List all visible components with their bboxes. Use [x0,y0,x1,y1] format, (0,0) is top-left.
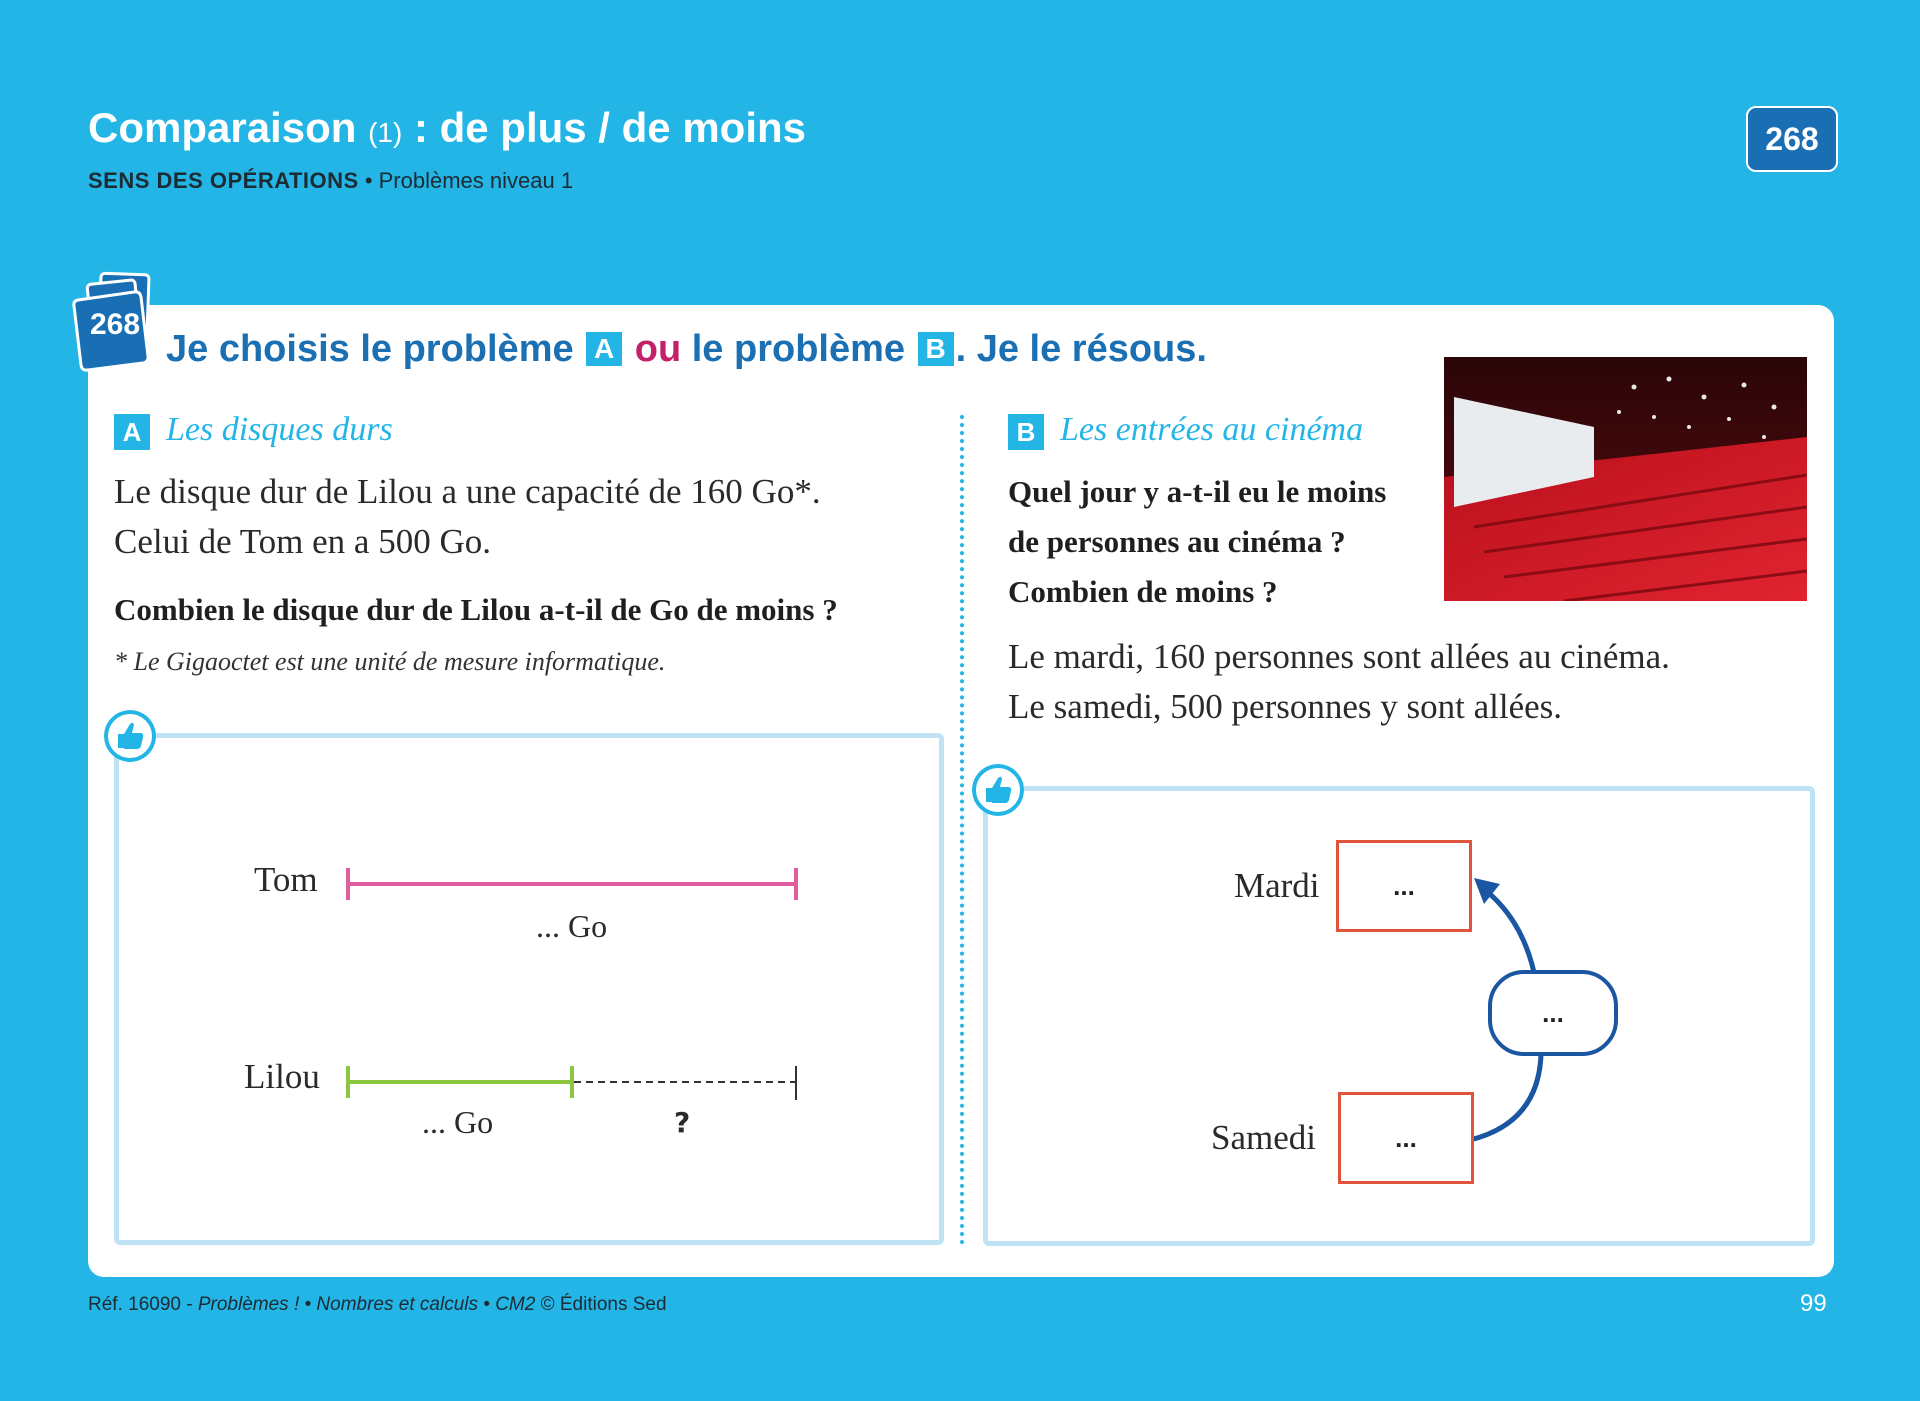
problem-b-title: Les entrées au cinéma [1060,411,1364,448]
problem-b-badge: B [1008,414,1044,450]
tom-value: ... Go [536,908,608,944]
problem-b-line2: Le samedi, 500 personnes y sont allées. [1008,687,1563,726]
card-number: 268 [89,308,141,341]
column-divider [960,415,964,1245]
instruction-or: ou [634,328,682,370]
problem-a-question: Combien le disque dur de Lilou a-t-il de Go de moins ? [114,592,838,627]
instruction-part3: . Je le résous. [955,328,1207,370]
lilou-label: Lilou [244,1057,320,1096]
thumbs-up-icon [972,764,1024,816]
lilou-bar-row [340,1066,800,1106]
problem-b-question-line3: Combien de moins ? [1008,574,1278,609]
page-subtitle [88,168,573,194]
tom-label: Tom [254,860,318,899]
title-paren: (1) [368,117,403,148]
title-main: Comparaison [88,104,357,151]
samedi-box[interactable]: ... [1338,1092,1474,1184]
instruction-part1: Je choisis le problème [166,328,574,370]
mardi-box[interactable]: ... [1336,840,1472,932]
lilou-bar-solid [348,1066,572,1098]
instruction-badge-a: A [586,332,622,366]
subtitle-level: • Problèmes niveau 1 [358,168,574,193]
footer-ref: Réf. 16090 - [88,1294,198,1315]
problem-a-line1: Le disque dur de Lilou a une capacité de 160 Go*. [114,472,821,511]
instruction [166,328,1207,371]
bar-model [340,862,800,1042]
samedi-label: Samedi [1211,1118,1316,1157]
tom-bar [348,868,796,900]
mardi-label: Mardi [1234,866,1320,905]
cinema-photo [1444,357,1807,601]
instruction-badge-b: B [918,332,954,366]
subtitle-category: SENS DES OPÉRATIONS [88,168,359,193]
problem-b-question-line2: de personnes au cinéma ? [1008,524,1346,559]
instruction-part2: le problème [691,328,906,370]
footer-publisher: © Éditions Sed [535,1294,667,1315]
footer-book: Problèmes ! • Nombres et calculs • CM2 [197,1294,536,1315]
unknown-difference: ? [674,1106,691,1139]
thumbs-up-icon [104,710,156,762]
page-title [88,104,806,152]
page-number: 99 [1800,1290,1827,1317]
footer-reference [88,1294,667,1316]
difference-dashed [574,1066,796,1100]
problem-number-badge: 268 [1746,106,1838,172]
title-rest: : de plus / de moins [402,104,807,151]
problem-a-badge: A [114,414,150,450]
lilou-value: ... Go [422,1104,494,1140]
problem-a-line2: Celui de Tom en a 500 Go. [114,522,491,561]
problem-b-question-line1: Quel jour y a-t-il eu le moins [1008,474,1387,509]
problem-a-footnote: * Le Gigaoctet est une unité de mesure informatique. [114,647,666,676]
problem-b-line1: Le mardi, 160 personnes sont allées au cinéma. [1008,637,1670,676]
problem-a-title: Les disques durs [166,411,393,448]
difference-pill[interactable]: ... [1488,970,1618,1056]
